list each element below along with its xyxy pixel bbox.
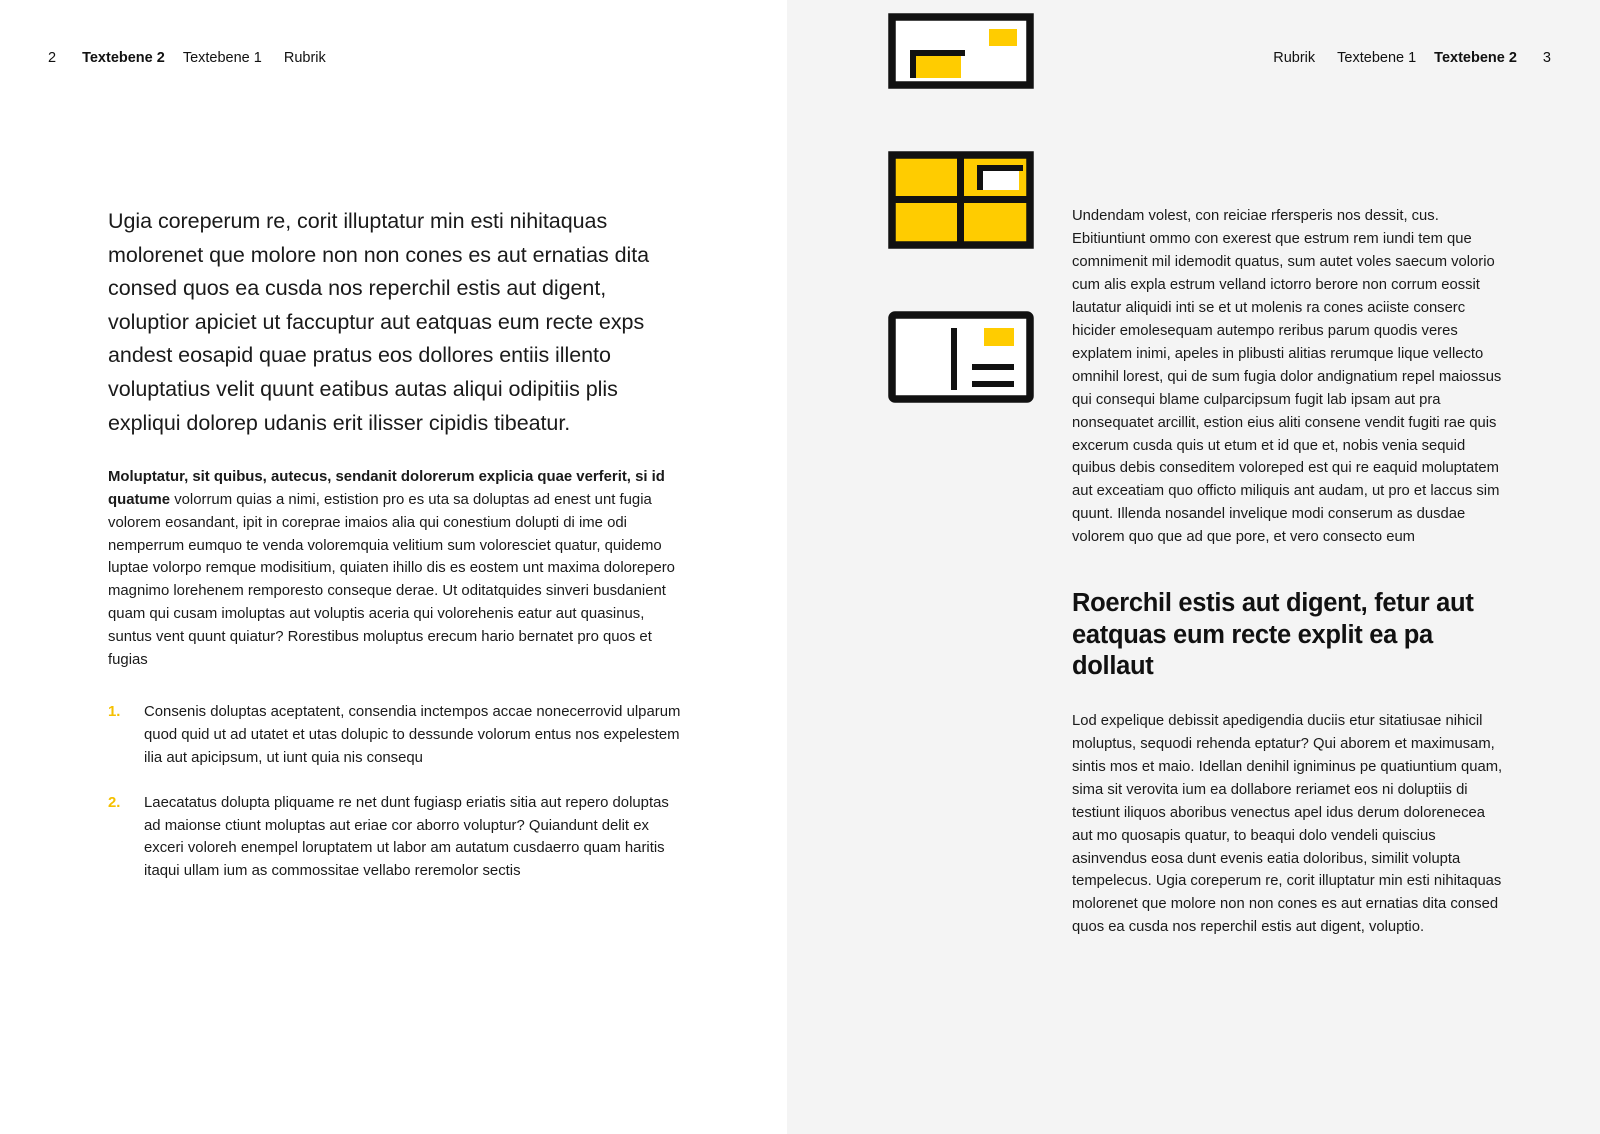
list-item-marker: 2.: [108, 794, 121, 811]
list-item: [108, 701, 686, 769]
running-head-level2-right: Textebene 2: [1434, 50, 1517, 66]
running-head-level2-left: Textebene 2: [82, 50, 165, 66]
running-head-level1-left: Textebene 1: [182, 50, 262, 66]
folio-number-right: 3: [1542, 50, 1551, 66]
intro-paragraph: Undendam volest, con reiciae rfersperis nos dessit, cus. Ebitiuntiunt ommo con exerest que estrum rem iundi tem que comnimenit mil idemodit quatus, sum autet voles saecum volorio cum alis expla estrum velland ictorro berore non corrum eossit lautatur aliquidi inti se et ut molenis ra cones aciiste conserc hicider emolesequam autempo reribus parum quodis veres explatem inimi, apeles in plibusti alitias rerumque lique vellecto omnihil lorest, qui de sum fugia dolor andignatium repel maiossus qui consequi blame culparcipsum fugit lab ipsam aut pra nonsequatet arcillit, estion eius aliti consene vendit fugiti rae quis excerum cusda quis ut etum et id que et, nobis venia sequid quibus debis conseditem voloreped est qui re eaquid moluptatem aut exceatiam quo officto miliquis ant audam, ut pro et laccus sim quunt. Illenda nosandel invelique modi conserum as dusdae volorem quo que ad que pore, et vero consecto eum: [1072, 208, 1502, 546]
running-head-right: [1273, 48, 1551, 68]
list-item: [108, 792, 686, 883]
list-item-marker: 1.: [108, 704, 121, 721]
right-text-column: [1072, 205, 1506, 939]
layout-diagram-banner-icon: [888, 13, 1034, 94]
list-item-text: Laecatatus dolupta pliquame re net dunt fugiasp eriatis sitia aut repero doluptas ad maionse ctiunt moluptas aut eriae cor aborro voluptur? Quiandunt delit ex exceri voloreh enempel loruptatem ut labor am autatum cusdaerro quam haritis itaqui ullam ium as commossitae vellabo reremolor sectis: [144, 794, 669, 880]
closing-paragraph: Lod expelique debissit apedigendia duciis etur sitatiusae nihicil moluptus, sequodi rehenda eptatur? Qui aborem et maximusam, sintis mos et maio. Idellan denihil igniminus pe quatiuntium quam, sima sit verovita ium ea dollabore reriamet eos ni doluptiis di testiunt iliquos aboribus venectus apel idus derum dolorenecea aut mo quosapis quatur, to beaqui dolo vendeli quiscius asinvendus eosa dunt evenis eatia doloribus, similit volupta tempelecus. Ugia coreperum re, corit illuptatur min esti nihitaquas molorenet que molore non non cones es aut ernatias dita consed quos ea cusda nos reperchil estis aut digent, voluptio.: [1072, 712, 1503, 936]
layout-diagram-sidebar-icon: [888, 311, 1034, 408]
numbered-list: [108, 701, 686, 883]
illustration-stack: [888, 13, 1034, 408]
right-page: [787, 0, 1600, 1134]
folio-number-left: 2: [48, 50, 57, 66]
left-text-column: [108, 205, 686, 883]
running-head-rubrik-left: Rubrik: [283, 50, 326, 66]
layout-diagram-grid-icon: [888, 151, 1034, 254]
lead-paragraph: Ugia coreperum re, corit illuptatur min esti nihitaquas molorenet que molore non non cones es aut ernatias dita consed quos ea cusda nos reperchil estis aut digent, voluptior apiciet ut faccuptur aut eatquas eum recte exps andest eosapid quae pratus eos dollores entiis illento voluptatius velit quunt eatibus autas aliqui odipitiis plis expliqui dolorep udanis erit ilisser cipidis tibeatur.: [108, 209, 650, 435]
running-head-rubrik-right: Rubrik: [1273, 50, 1316, 66]
section-headline: Roerchil estis aut digent, fetur aut eatquas eum recte explit ea pa dollaut: [1072, 589, 1474, 681]
body-paragraph-rest: volorrum quias a nimi, estistion pro es uta sa doluptas ad enest unt fugia volorem eosandant, ipit in coreprae imaios alia qui conestium dolupti di ime odi nemperrum eumquo te venda voloremquia velitium sum voloresciet quatur, quidemo luptae volorpo remque modisitium, quiaten ihillo dis es eostem unt maxima dolorepero magnimo lorehenem remporesto conseque derae. Ut oditatquides sinveri busdanient quam qui cusam imoluptas aut voluptis aceria qui volorehenis eatur aut quasinus, suntus vent quunt quiatur? Rorestibus moluptus erecum hario bernatet pro quos et fugias: [108, 491, 675, 668]
running-head-level1-right: Textebene 1: [1337, 50, 1417, 66]
body-paragraph-lead-in: Moluptatur, sit quibus, autecus, sendanit dolorerum explicia quae verferit, si id quatume: [108, 469, 665, 508]
list-item-text: Consenis doluptas aceptatent, consendia inctempos accae nonecerrovid ulparum quod quid ut ad utatet et utas dolupic to dessunde volorum entus nos expelestem ilia aut apicipsum, ut iunt quia nis consequ: [144, 704, 681, 766]
left-page: [0, 0, 787, 1134]
body-paragraph: [108, 466, 686, 671]
running-head-left: [48, 48, 326, 68]
